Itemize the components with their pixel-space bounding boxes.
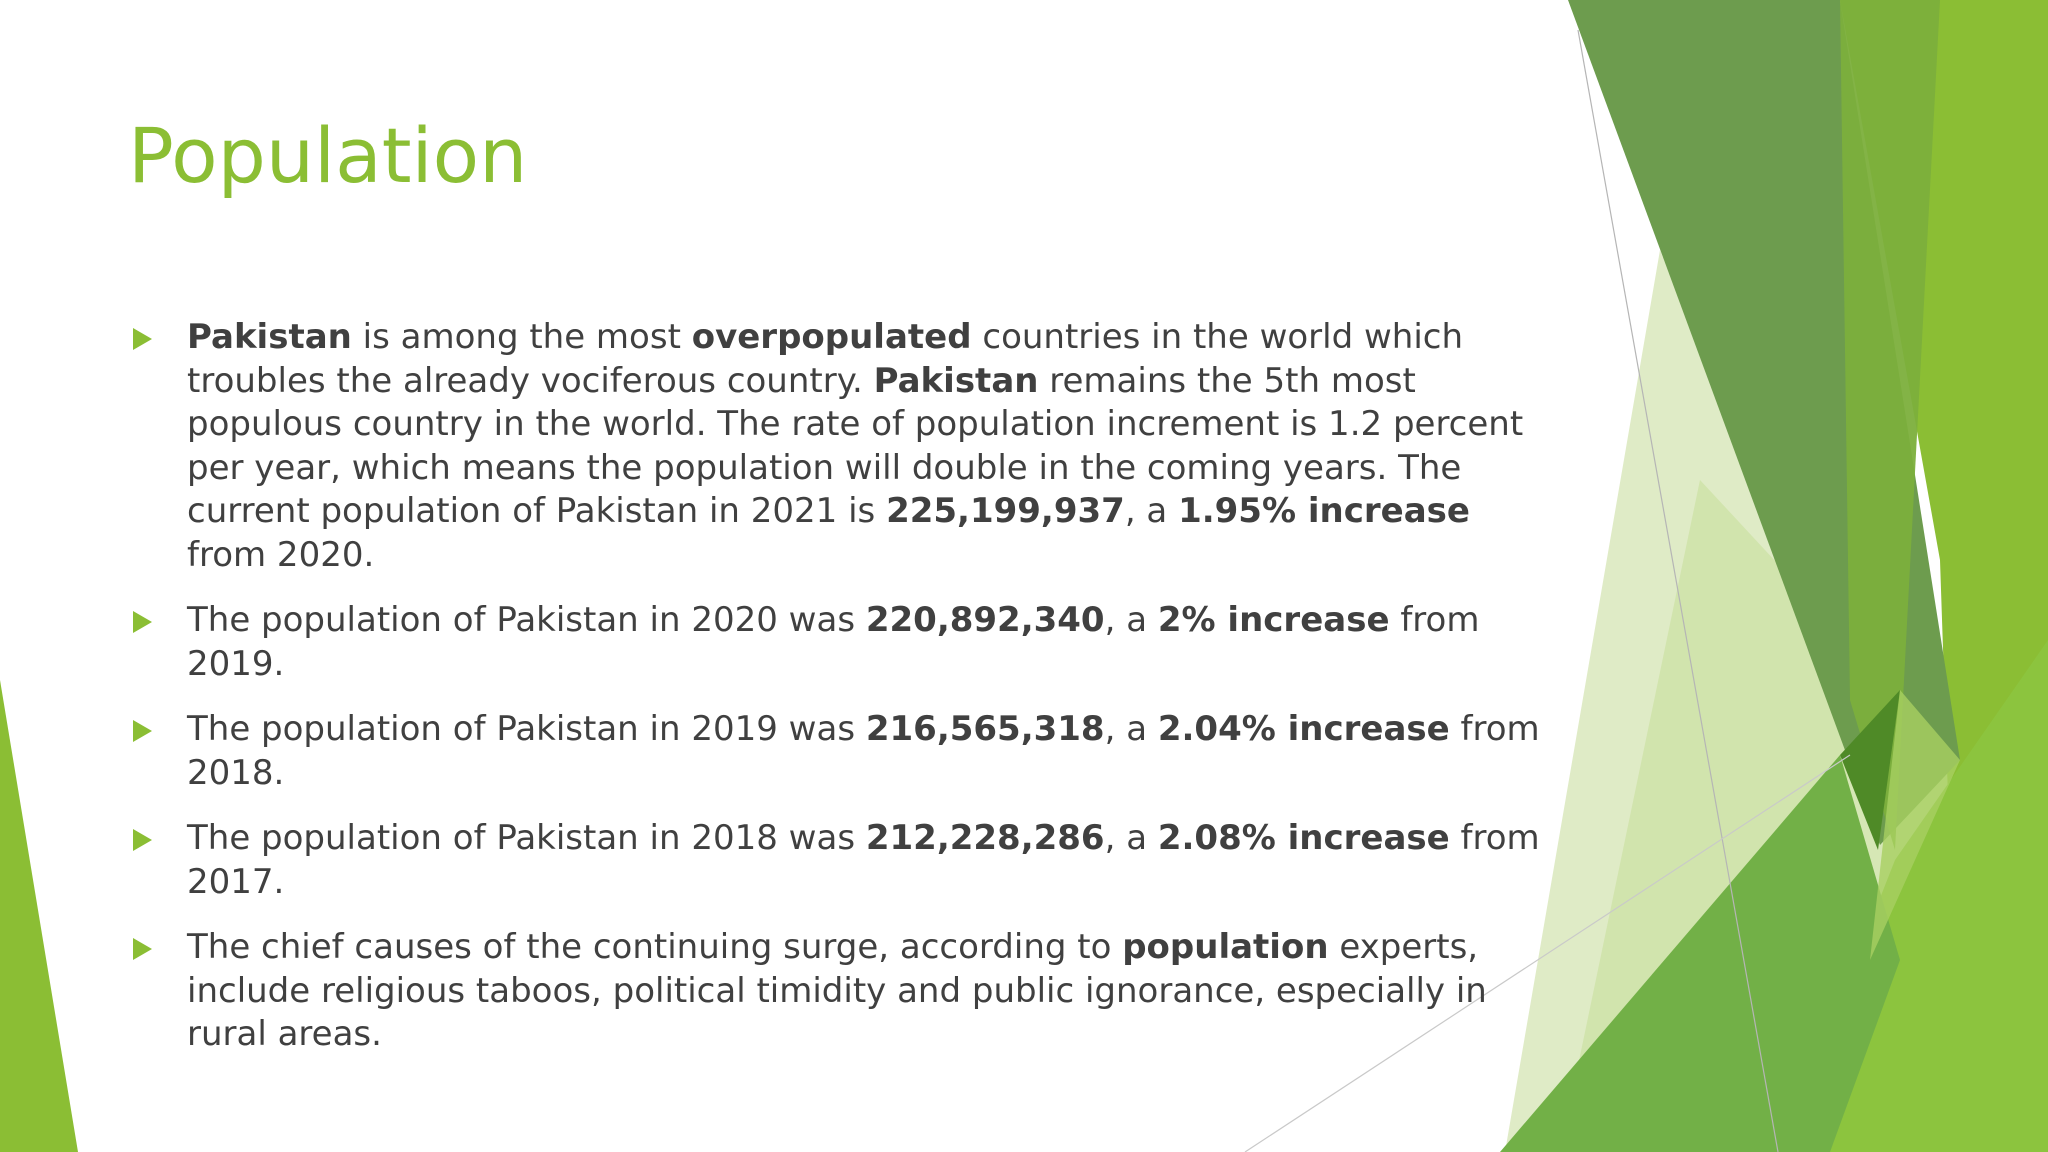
text-segment: , a [1104,600,1158,640]
bullet-text [187,709,1540,793]
bold-text-segment: overpopulated [691,317,972,357]
bold-text-segment: 225,199,937 [886,491,1125,531]
bullet-item-1 [128,316,1558,577]
text-segment: The population of Pakistan in 2019 was [187,709,866,749]
bullet-item-3 [128,708,1558,795]
triangle-bullet-icon [133,829,152,851]
text-segment: is among the most [351,317,692,357]
bold-text-segment: population [1122,927,1329,967]
bold-text-segment: Pakistan [873,360,1039,401]
bold-text-segment: 220,892,340 [865,600,1105,640]
text-segment: , a [1104,818,1158,858]
bold-text-segment: 216,565,318 [865,709,1105,749]
text-segment: , a [1124,491,1179,531]
bullet-text [187,818,1540,902]
bullet-text [187,927,1487,1054]
bullet-text [187,600,1479,684]
bold-text-segment: 1.95% increase [1178,491,1470,531]
triangle-bullet-icon [133,328,152,350]
bullet-item-2 [128,599,1558,686]
slide-title: Population [128,111,528,200]
text-segment: The population of Pakistan in 2018 was [187,818,866,858]
text-segment: from 2019. [187,600,1480,684]
bold-text-segment: Pakistan [187,317,352,357]
bold-text-segment: 212,228,286 [865,818,1105,858]
text-segment: from 2018. [187,709,1540,793]
text-segment: countries in the world which troubles the already vociferous country. [187,317,1464,401]
text-segment: , a [1104,709,1158,749]
text-segment: The chief causes of the continuing surge, according to [187,927,1123,967]
text-segment: from 2017. [187,818,1540,902]
text-segment: from 2020. [187,534,375,575]
triangle-bullet-icon [133,938,152,960]
left-green-sliver [0,680,78,1152]
bold-text-segment: 2% increase [1157,600,1390,640]
bullet-item-5 [128,926,1558,1057]
text-segment: remains the 5th most populous country in the world. The rate of population increment is 1.2 percent per year, which means the population will double in the coming years. The current population of Pakistan in 2021 is [187,360,1524,531]
text-segment: experts, include religious taboos, political timidity and public ignorance, especially in rural areas. [187,927,1487,1054]
bold-text-segment: 2.04% increase [1157,709,1450,749]
bold-text-segment: 2.08% increase [1157,818,1450,858]
text-segment: The population of Pakistan in 2020 was [187,600,866,640]
bullet-item-4 [128,817,1558,904]
bullet-list [128,316,1558,1079]
triangle-bullet-icon [133,720,152,742]
bullet-text [187,317,1523,575]
triangle-bullet-icon [133,611,152,633]
